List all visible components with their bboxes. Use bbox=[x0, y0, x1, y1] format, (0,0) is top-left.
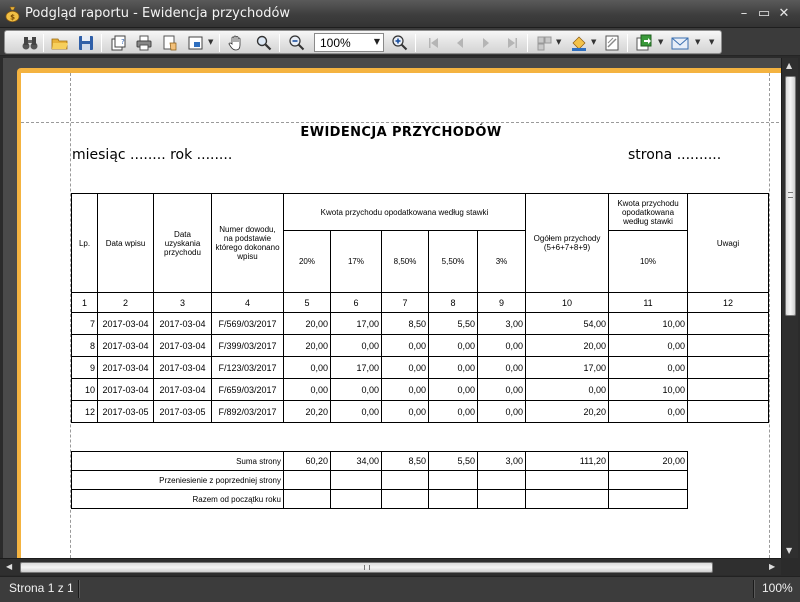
zoom-in-icon[interactable] bbox=[391, 34, 409, 52]
cell-rate-5-5: 0,00 bbox=[429, 379, 478, 401]
cell-lp: 9 bbox=[72, 357, 98, 379]
cell-rate-5-5: 0,00 bbox=[429, 401, 478, 423]
table-row bbox=[72, 379, 769, 401]
horizontal-scroll-thumb[interactable] bbox=[20, 562, 713, 573]
column-number: 1 bbox=[72, 293, 98, 313]
open-folder-icon[interactable] bbox=[51, 34, 69, 52]
toolbar-separator bbox=[219, 34, 220, 52]
cell-lp: 10 bbox=[72, 379, 98, 401]
print-preview-hand-icon[interactable] bbox=[161, 34, 179, 52]
column-number: 11 bbox=[609, 293, 688, 313]
cell-rate-10: 10,00 bbox=[609, 313, 688, 335]
column-number: 3 bbox=[154, 293, 212, 313]
header-rate-5-5: 5,50% bbox=[429, 231, 478, 293]
cell-notes bbox=[688, 335, 769, 357]
chevron-down-icon[interactable]: ▼ bbox=[591, 38, 597, 46]
cell-date-received: 2017-03-04 bbox=[154, 313, 212, 335]
cell-rate-3: 0,00 bbox=[478, 335, 526, 357]
multiple-pages-icon[interactable] bbox=[535, 34, 553, 52]
year-to-date-label: Razem od początku roku bbox=[72, 490, 284, 509]
cell-rate-17: 0,00 bbox=[331, 401, 382, 423]
cell-document: F/659/03/2017 bbox=[212, 379, 284, 401]
page-sum-label: Suma strony bbox=[72, 452, 284, 471]
header-document-number: Numer dowodu, na podstawie którego dokonano wpisu bbox=[212, 194, 284, 293]
cell-date-entry: 2017-03-04 bbox=[98, 335, 154, 357]
watermark-icon[interactable] bbox=[603, 34, 621, 52]
report-title: EWIDENCJA PRZYCHODÓW bbox=[300, 125, 502, 140]
chevron-down-icon[interactable]: ▼ bbox=[556, 38, 562, 46]
table-row bbox=[72, 401, 769, 423]
column-number-row bbox=[72, 293, 769, 313]
report-page bbox=[21, 73, 781, 558]
next-page-icon[interactable] bbox=[477, 34, 495, 52]
find-binoculars-icon[interactable] bbox=[21, 34, 39, 52]
cell-date-received: 2017-03-04 bbox=[154, 335, 212, 357]
scroll-corner bbox=[781, 558, 800, 575]
toolbar-separator bbox=[627, 34, 628, 52]
first-page-icon[interactable] bbox=[425, 34, 443, 52]
header-rate-10: 10% bbox=[609, 231, 688, 293]
column-number: 12 bbox=[688, 293, 769, 313]
cell-rate-17: 0,00 bbox=[331, 379, 382, 401]
cell-lp: 8 bbox=[72, 335, 98, 357]
cell-total: 17,00 bbox=[526, 357, 609, 379]
close-button[interactable]: ✕ bbox=[778, 6, 790, 21]
cell-rate-10: 0,00 bbox=[609, 357, 688, 379]
cell-date-received: 2017-03-05 bbox=[154, 401, 212, 423]
zoom-indicator: 100% bbox=[762, 581, 793, 595]
toolbar-separator bbox=[415, 34, 416, 52]
cell-rate-10: 10,00 bbox=[609, 379, 688, 401]
cell-rate-5-5: 0,00 bbox=[429, 357, 478, 379]
cell-notes bbox=[688, 357, 769, 379]
chevron-down-icon[interactable]: ▼ bbox=[208, 38, 214, 46]
column-number: 10 bbox=[526, 293, 609, 313]
svg-text:$: $ bbox=[10, 13, 15, 22]
sum-rate-17: 34,00 bbox=[331, 452, 382, 471]
cell-total: 0,00 bbox=[526, 379, 609, 401]
column-number: 5 bbox=[284, 293, 331, 313]
horizontal-scrollbar[interactable] bbox=[0, 558, 781, 575]
last-page-icon[interactable] bbox=[503, 34, 521, 52]
report-viewer[interactable] bbox=[3, 58, 781, 558]
cell-rate-8-5: 0,00 bbox=[382, 401, 429, 423]
cell-rate-17: 17,00 bbox=[331, 313, 382, 335]
scroll-up-icon[interactable]: ▲ bbox=[786, 61, 793, 70]
cell-rate-20: 20,20 bbox=[284, 401, 331, 423]
scroll-right-icon[interactable]: ▶ bbox=[769, 562, 776, 571]
save-disk-icon[interactable] bbox=[77, 34, 95, 52]
cell-rate-20: 0,00 bbox=[284, 379, 331, 401]
chevron-down-icon[interactable]: ▼ bbox=[373, 37, 380, 46]
column-number: 8 bbox=[429, 293, 478, 313]
column-number: 6 bbox=[331, 293, 382, 313]
cell-rate-20: 0,00 bbox=[284, 357, 331, 379]
cell-date-received: 2017-03-04 bbox=[154, 357, 212, 379]
cell-total: 54,00 bbox=[526, 313, 609, 335]
cell-rate-20: 20,00 bbox=[284, 335, 331, 357]
cell-rate-3: 3,00 bbox=[478, 313, 526, 335]
toolbar-separator bbox=[43, 34, 44, 52]
header-total: Ogółem przychody (5+6+7+8+9) bbox=[526, 194, 609, 293]
cell-rate-10: 0,00 bbox=[609, 335, 688, 357]
vertical-scrollbar[interactable] bbox=[781, 58, 798, 558]
margin-guide-top bbox=[21, 122, 781, 123]
zoom-value: 100% bbox=[320, 36, 351, 50]
toolbar-overflow-icon[interactable]: ▼ bbox=[709, 38, 715, 46]
zoom-select[interactable] bbox=[314, 33, 384, 52]
toolbar-separator bbox=[527, 34, 528, 52]
print-icon[interactable] bbox=[135, 34, 153, 52]
header-taxed-group-2: Kwota przychodu opodatkowana według stawki bbox=[609, 194, 688, 231]
cell-total: 20,20 bbox=[526, 401, 609, 423]
sum-rate-5-5: 5,50 bbox=[429, 452, 478, 471]
cell-rate-5-5: 0,00 bbox=[429, 335, 478, 357]
cell-notes bbox=[688, 313, 769, 335]
vertical-scroll-thumb[interactable] bbox=[785, 76, 796, 316]
status-separator bbox=[78, 580, 80, 598]
hand-pan-icon[interactable] bbox=[227, 34, 245, 52]
window-title: Podgląd raportu - Ewidencja przychodów bbox=[25, 6, 291, 21]
sum-rate-8-5: 8,50 bbox=[382, 452, 429, 471]
status-bar bbox=[0, 576, 800, 602]
cell-rate-3: 0,00 bbox=[478, 401, 526, 423]
zoom-out-icon[interactable] bbox=[288, 34, 306, 52]
cell-document: F/892/03/2017 bbox=[212, 401, 284, 423]
sum-rate-3: 3,00 bbox=[478, 452, 526, 471]
header-notes: Uwagi bbox=[688, 194, 769, 293]
cell-notes bbox=[688, 401, 769, 423]
sum-rate-10: 20,00 bbox=[609, 452, 688, 471]
column-number: 4 bbox=[212, 293, 284, 313]
cell-rate-8-5: 0,00 bbox=[382, 357, 429, 379]
column-number: 9 bbox=[478, 293, 526, 313]
maximize-button[interactable]: ▭ bbox=[757, 6, 771, 21]
cell-date-entry: 2017-03-05 bbox=[98, 401, 154, 423]
minimize-button[interactable]: – bbox=[740, 6, 748, 21]
month-year-line: miesiąc ........ rok ........ bbox=[72, 147, 233, 163]
cell-notes bbox=[688, 379, 769, 401]
sum-total: 111,20 bbox=[526, 452, 609, 471]
cell-rate-17: 17,00 bbox=[331, 357, 382, 379]
grip-icon bbox=[788, 192, 793, 198]
cell-rate-5-5: 5,50 bbox=[429, 313, 478, 335]
carried-forward-row bbox=[72, 471, 688, 490]
cell-date-received: 2017-03-04 bbox=[154, 379, 212, 401]
page-number-line: strona .......... bbox=[628, 147, 722, 163]
toolbar-separator bbox=[279, 34, 280, 52]
page-sum-row bbox=[72, 452, 688, 471]
column-number: 7 bbox=[382, 293, 429, 313]
grip-icon bbox=[364, 565, 370, 570]
export-document-icon[interactable] bbox=[635, 34, 653, 52]
chevron-down-icon[interactable]: ▼ bbox=[658, 38, 664, 46]
title-bar bbox=[0, 0, 800, 28]
cell-lp: 12 bbox=[72, 401, 98, 423]
header-taxed-amount-group: Kwota przychodu opodatkowana według stawki bbox=[284, 194, 526, 231]
cell-rate-17: 0,00 bbox=[331, 335, 382, 357]
page-indicator: Strona 1 z 1 bbox=[9, 581, 74, 595]
carried-forward-label: Przeniesienie z poprzedniej strony bbox=[72, 471, 284, 490]
magnifier-icon[interactable] bbox=[255, 34, 273, 52]
toolbar-separator bbox=[101, 34, 102, 52]
cell-lp: 7 bbox=[72, 313, 98, 335]
cell-rate-8-5: 0,00 bbox=[382, 335, 429, 357]
header-lp: Lp. bbox=[72, 194, 98, 293]
header-rate-17: 17% bbox=[331, 231, 382, 293]
cell-rate-3: 0,00 bbox=[478, 379, 526, 401]
scroll-left-icon[interactable]: ◀ bbox=[6, 562, 13, 571]
header-date-entry: Data wpisu bbox=[98, 194, 154, 293]
table-row bbox=[72, 357, 769, 379]
cell-rate-8-5: 0,00 bbox=[382, 379, 429, 401]
cell-total: 20,00 bbox=[526, 335, 609, 357]
cell-document: F/569/03/2017 bbox=[212, 313, 284, 335]
page-layout-icon[interactable] bbox=[187, 34, 205, 52]
page-setup-icon[interactable] bbox=[109, 34, 127, 52]
table-row bbox=[72, 313, 769, 335]
cell-document: F/399/03/2017 bbox=[212, 335, 284, 357]
header-date-received: Data uzyskania przychodu bbox=[154, 194, 212, 293]
cell-date-entry: 2017-03-04 bbox=[98, 379, 154, 401]
email-envelope-icon[interactable] bbox=[671, 34, 689, 52]
table-row bbox=[72, 335, 769, 357]
toolbar bbox=[4, 30, 722, 54]
sum-rate-20: 60,20 bbox=[284, 452, 331, 471]
cell-document: F/123/03/2017 bbox=[212, 357, 284, 379]
previous-page-icon[interactable] bbox=[451, 34, 469, 52]
cell-date-entry: 2017-03-04 bbox=[98, 313, 154, 335]
status-separator bbox=[753, 580, 755, 598]
money-bag-icon bbox=[5, 6, 20, 22]
cell-rate-20: 20,00 bbox=[284, 313, 331, 335]
cell-rate-10: 0,00 bbox=[609, 401, 688, 423]
column-number: 2 bbox=[98, 293, 154, 313]
cell-rate-3: 0,00 bbox=[478, 357, 526, 379]
cell-date-entry: 2017-03-04 bbox=[98, 357, 154, 379]
scroll-down-icon[interactable]: ▼ bbox=[786, 546, 793, 555]
summary-table bbox=[71, 451, 688, 509]
svg-text:?: ? bbox=[121, 38, 125, 46]
header-rate-3: 3% bbox=[478, 231, 526, 293]
year-to-date-row bbox=[72, 490, 688, 509]
header-rate-20: 20% bbox=[284, 231, 331, 293]
header-rate-8-5: 8,50% bbox=[382, 231, 429, 293]
cell-rate-8-5: 8,50 bbox=[382, 313, 429, 335]
chevron-down-icon[interactable]: ▼ bbox=[695, 38, 701, 46]
income-ledger-table bbox=[71, 193, 769, 423]
margin-guide-right bbox=[769, 73, 770, 558]
background-color-icon[interactable] bbox=[570, 34, 588, 52]
